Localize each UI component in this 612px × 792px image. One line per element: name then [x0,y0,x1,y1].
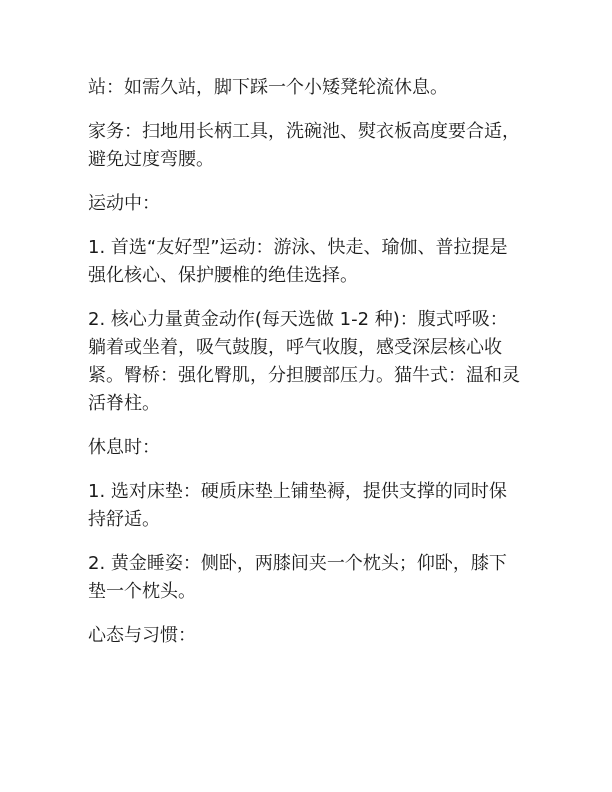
paragraph-mattress: 1. 选对床垫：硬质床垫上铺垫褥，提供支撑的同时保持舒适。 [88,481,507,530]
section-heading-exercise: 运动中： [88,193,160,214]
section-heading-rest: 休息时： [88,437,160,458]
document-body [88,74,524,666]
paragraph-standing: 站：如需久站，脚下踩一个小矮凳轮流休息。 [88,77,448,98]
paragraph-sleep-posture: 2. 黄金睡姿：侧卧，两膝间夹一个枕头；仰卧，膝下垫一个枕头。 [88,553,507,602]
paragraph-housework: 家务：扫地用长柄工具，洗碗池、熨衣板高度要合适，避免过度弯腰。 [88,121,520,170]
section-heading-mindset: 心态与习惯： [88,625,196,646]
paragraph-core-strength: 2. 核心力量黄金动作(每天选做 1-2 种)：腹式呼吸：躺着或坐着，吸气鼓腹，呼气收腹，感受深层核心收紧。臀桥：强化臀肌，分担腰部压力。猫牛式：温和灵活脊柱。 [88,309,520,414]
paragraph-friendly-exercise: 1. 首选“友好型”运动：游泳、快走、瑜伽、普拉提是强化核心、保护腰椎的绝佳选择。 [88,237,508,286]
